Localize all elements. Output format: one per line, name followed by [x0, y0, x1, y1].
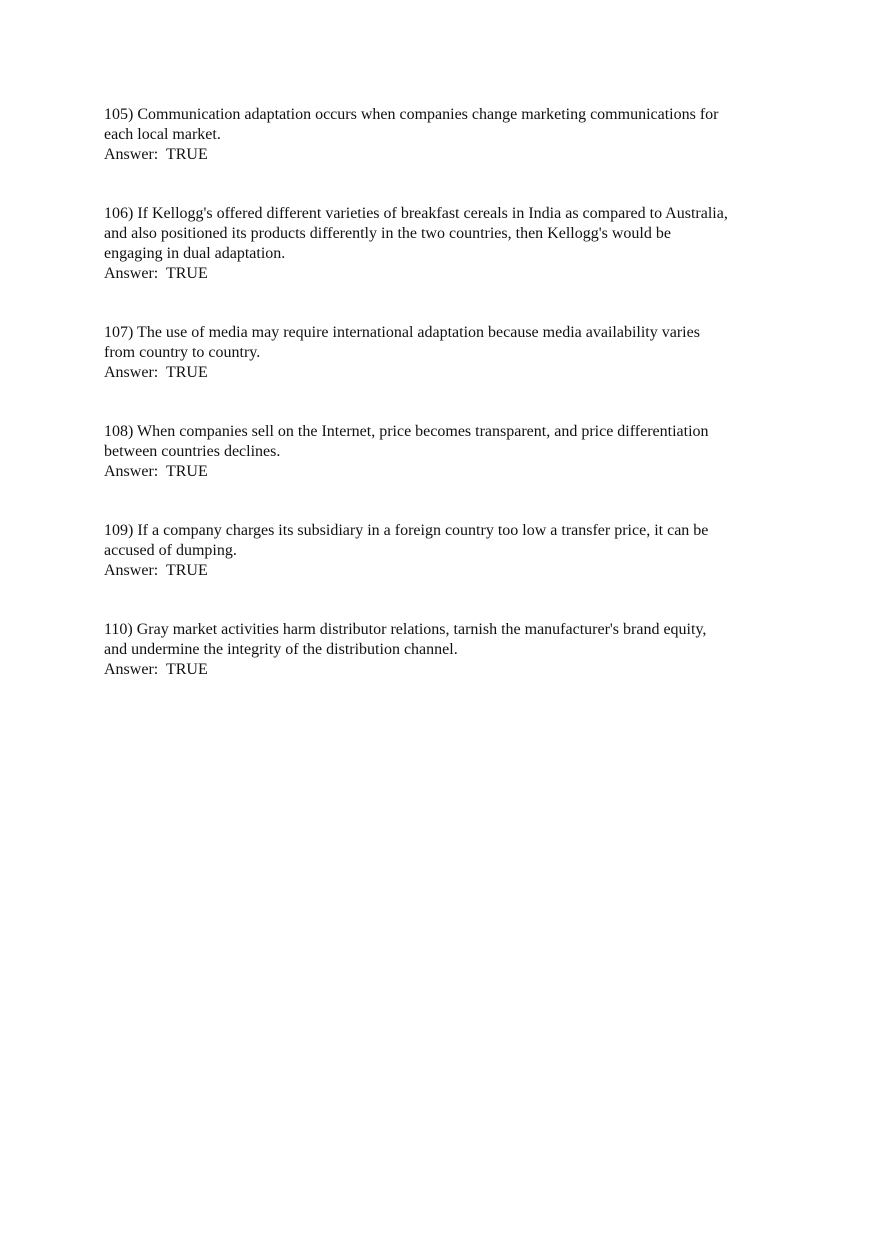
- question-text: [104, 323, 804, 363]
- question-text: [104, 521, 804, 561]
- document-page: [104, 105, 804, 719]
- question-line: Communication adaptation occurs when companies change marketing communications for: [137, 106, 719, 123]
- answer-label: Answer:: [104, 146, 159, 163]
- question-number: 107): [104, 324, 134, 341]
- question-text: [104, 105, 804, 145]
- question-line: engaging in dual adaptation.: [104, 245, 286, 262]
- question-number: 108): [104, 423, 134, 440]
- answer-value: TRUE: [165, 265, 208, 282]
- question-text: [104, 204, 804, 264]
- question-number: 110): [104, 621, 133, 638]
- question-number: 106): [104, 205, 134, 222]
- answer-line: [104, 462, 804, 482]
- question-block-108: [104, 422, 804, 482]
- answer-value: TRUE: [165, 364, 208, 381]
- question-line: and undermine the integrity of the distribution channel.: [104, 641, 458, 658]
- answer-label: Answer:: [104, 562, 159, 579]
- answer-line: [104, 145, 804, 165]
- question-block-106: [104, 204, 804, 284]
- question-line: If a company charges its subsidiary in a foreign country too low a transfer price, it can be: [137, 522, 709, 539]
- question-line: Gray market activities harm distributor relations, tarnish the manufacturer's brand equity,: [136, 621, 707, 638]
- answer-value: TRUE: [165, 463, 208, 480]
- answer-value: TRUE: [165, 562, 208, 579]
- question-block-109: [104, 521, 804, 581]
- question-line: If Kellogg's offered different varieties of breakfast cereals in India as compared to Australia,: [137, 205, 728, 222]
- question-line: The use of media may require international adaptation because media availability varies: [137, 324, 700, 341]
- question-line: and also positioned its products differently in the two countries, then Kellogg's would be: [104, 225, 671, 242]
- answer-label: Answer:: [104, 661, 159, 678]
- answer-label: Answer:: [104, 463, 159, 480]
- answer-line: [104, 264, 804, 284]
- answer-value: TRUE: [165, 661, 208, 678]
- answer-line: [104, 363, 804, 383]
- question-block-105: [104, 105, 804, 165]
- question-line: each local market.: [104, 126, 221, 143]
- question-line: between countries declines.: [104, 443, 281, 460]
- question-line: accused of dumping.: [104, 542, 237, 559]
- question-block-107: [104, 323, 804, 383]
- question-line: from country to country.: [104, 344, 261, 361]
- answer-line: [104, 561, 804, 581]
- answer-label: Answer:: [104, 364, 159, 381]
- question-block-110: [104, 620, 804, 680]
- answer-label: Answer:: [104, 265, 159, 282]
- question-number: 109): [104, 522, 134, 539]
- answer-value: TRUE: [165, 146, 208, 163]
- answer-line: [104, 660, 804, 680]
- question-text: [104, 620, 804, 660]
- question-line: When companies sell on the Internet, price becomes transparent, and price differentiation: [137, 423, 709, 440]
- question-text: [104, 422, 804, 462]
- question-number: 105): [104, 106, 134, 123]
